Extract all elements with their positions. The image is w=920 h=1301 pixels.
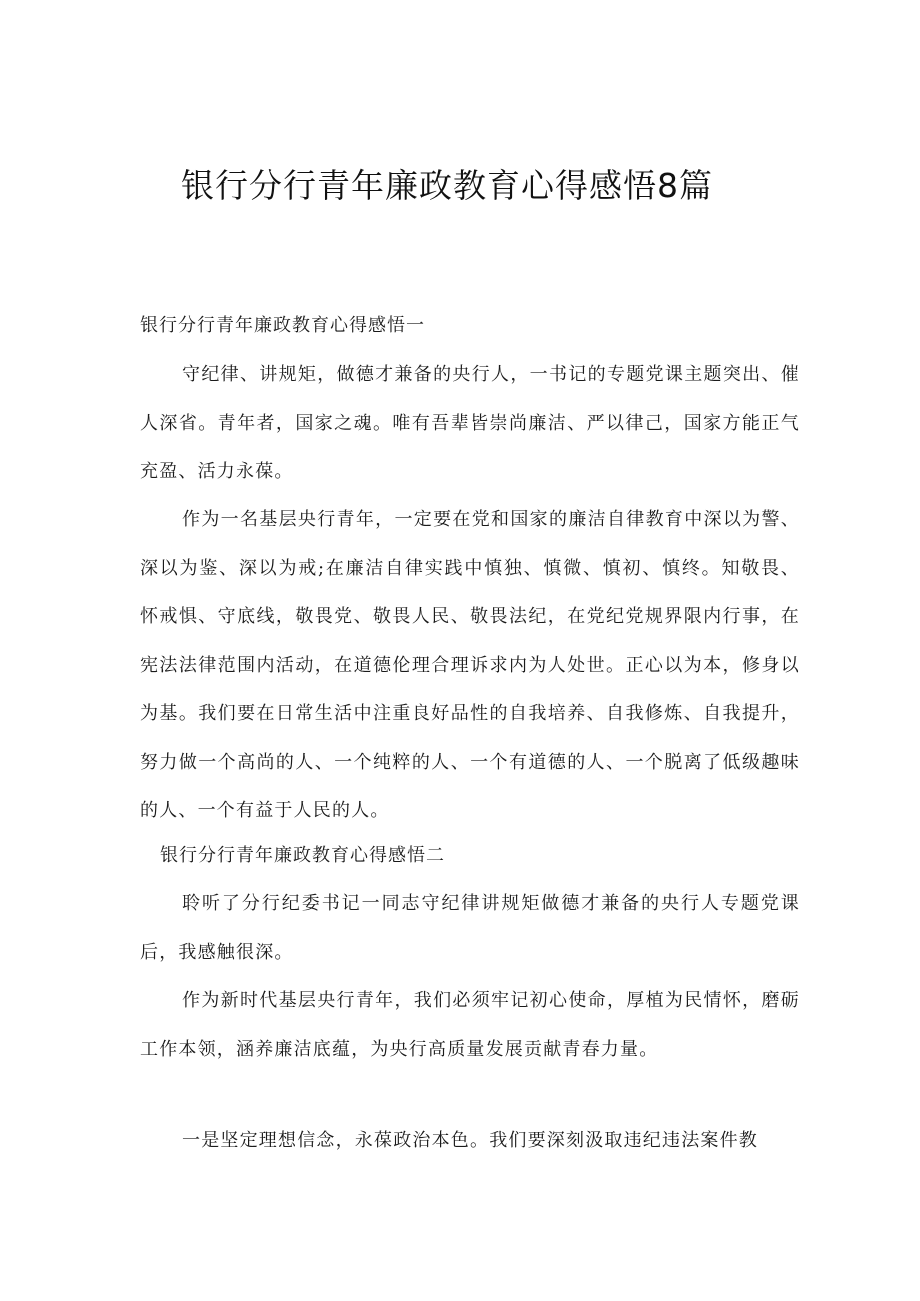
- section-heading-1: 银行分行青年廉政教育心得感悟一: [140, 315, 425, 336]
- paragraph: 作为新时代基层央行青年，我们必须牢记初心使命，厚植为民情怀，磨砺工作本领，涵养廉洁底蕴，为央行高质量发展贡献青春力量。: [140, 990, 800, 1060]
- paragraph: 守纪律、讲规矩，做德才兼备的央行人，一书记的专题党课主题突出、催人深省。青年者，国家之魂。唯有吾辈皆崇尚廉洁、严以律己，国家方能正气充盈、活力永葆。: [140, 364, 800, 482]
- section-heading-2: 银行分行青年廉政教育心得感悟二: [160, 845, 445, 866]
- document-title: 银行分行青年廉政教育心得感悟8篇: [181, 166, 713, 205]
- paragraph: 作为一名基层央行青年，一定要在党和国家的廉洁自律教育中深以为警、深以为鉴、深以为戒;在廉洁自律实践中慎独、慎微、慎初、慎终。知敬畏、怀戒惧、守底线，敬畏党、敬畏人民、敬畏法纪，在党纪党规界限内行事，在宪法法律范围内活动，在道德伦理合理诉求内为人处世。正心以为本，修身以为基。我们要在日常生活中注重良好品性的自我培养、自我修炼、自我提升，努力做一个高尚的人、一个纯粹的人、一个有道德的人、一个脱离了低级趣味的人、一个有益于人民的人。: [140, 509, 800, 821]
- paragraph: 一是坚定理想信念，永葆政治本色。我们要深刻汲取违纪违法案件教: [182, 1130, 758, 1151]
- paragraph: 聆听了分行纪委书记一同志守纪律讲规矩做德才兼备的央行人专题党课后，我感触很深。: [140, 893, 800, 963]
